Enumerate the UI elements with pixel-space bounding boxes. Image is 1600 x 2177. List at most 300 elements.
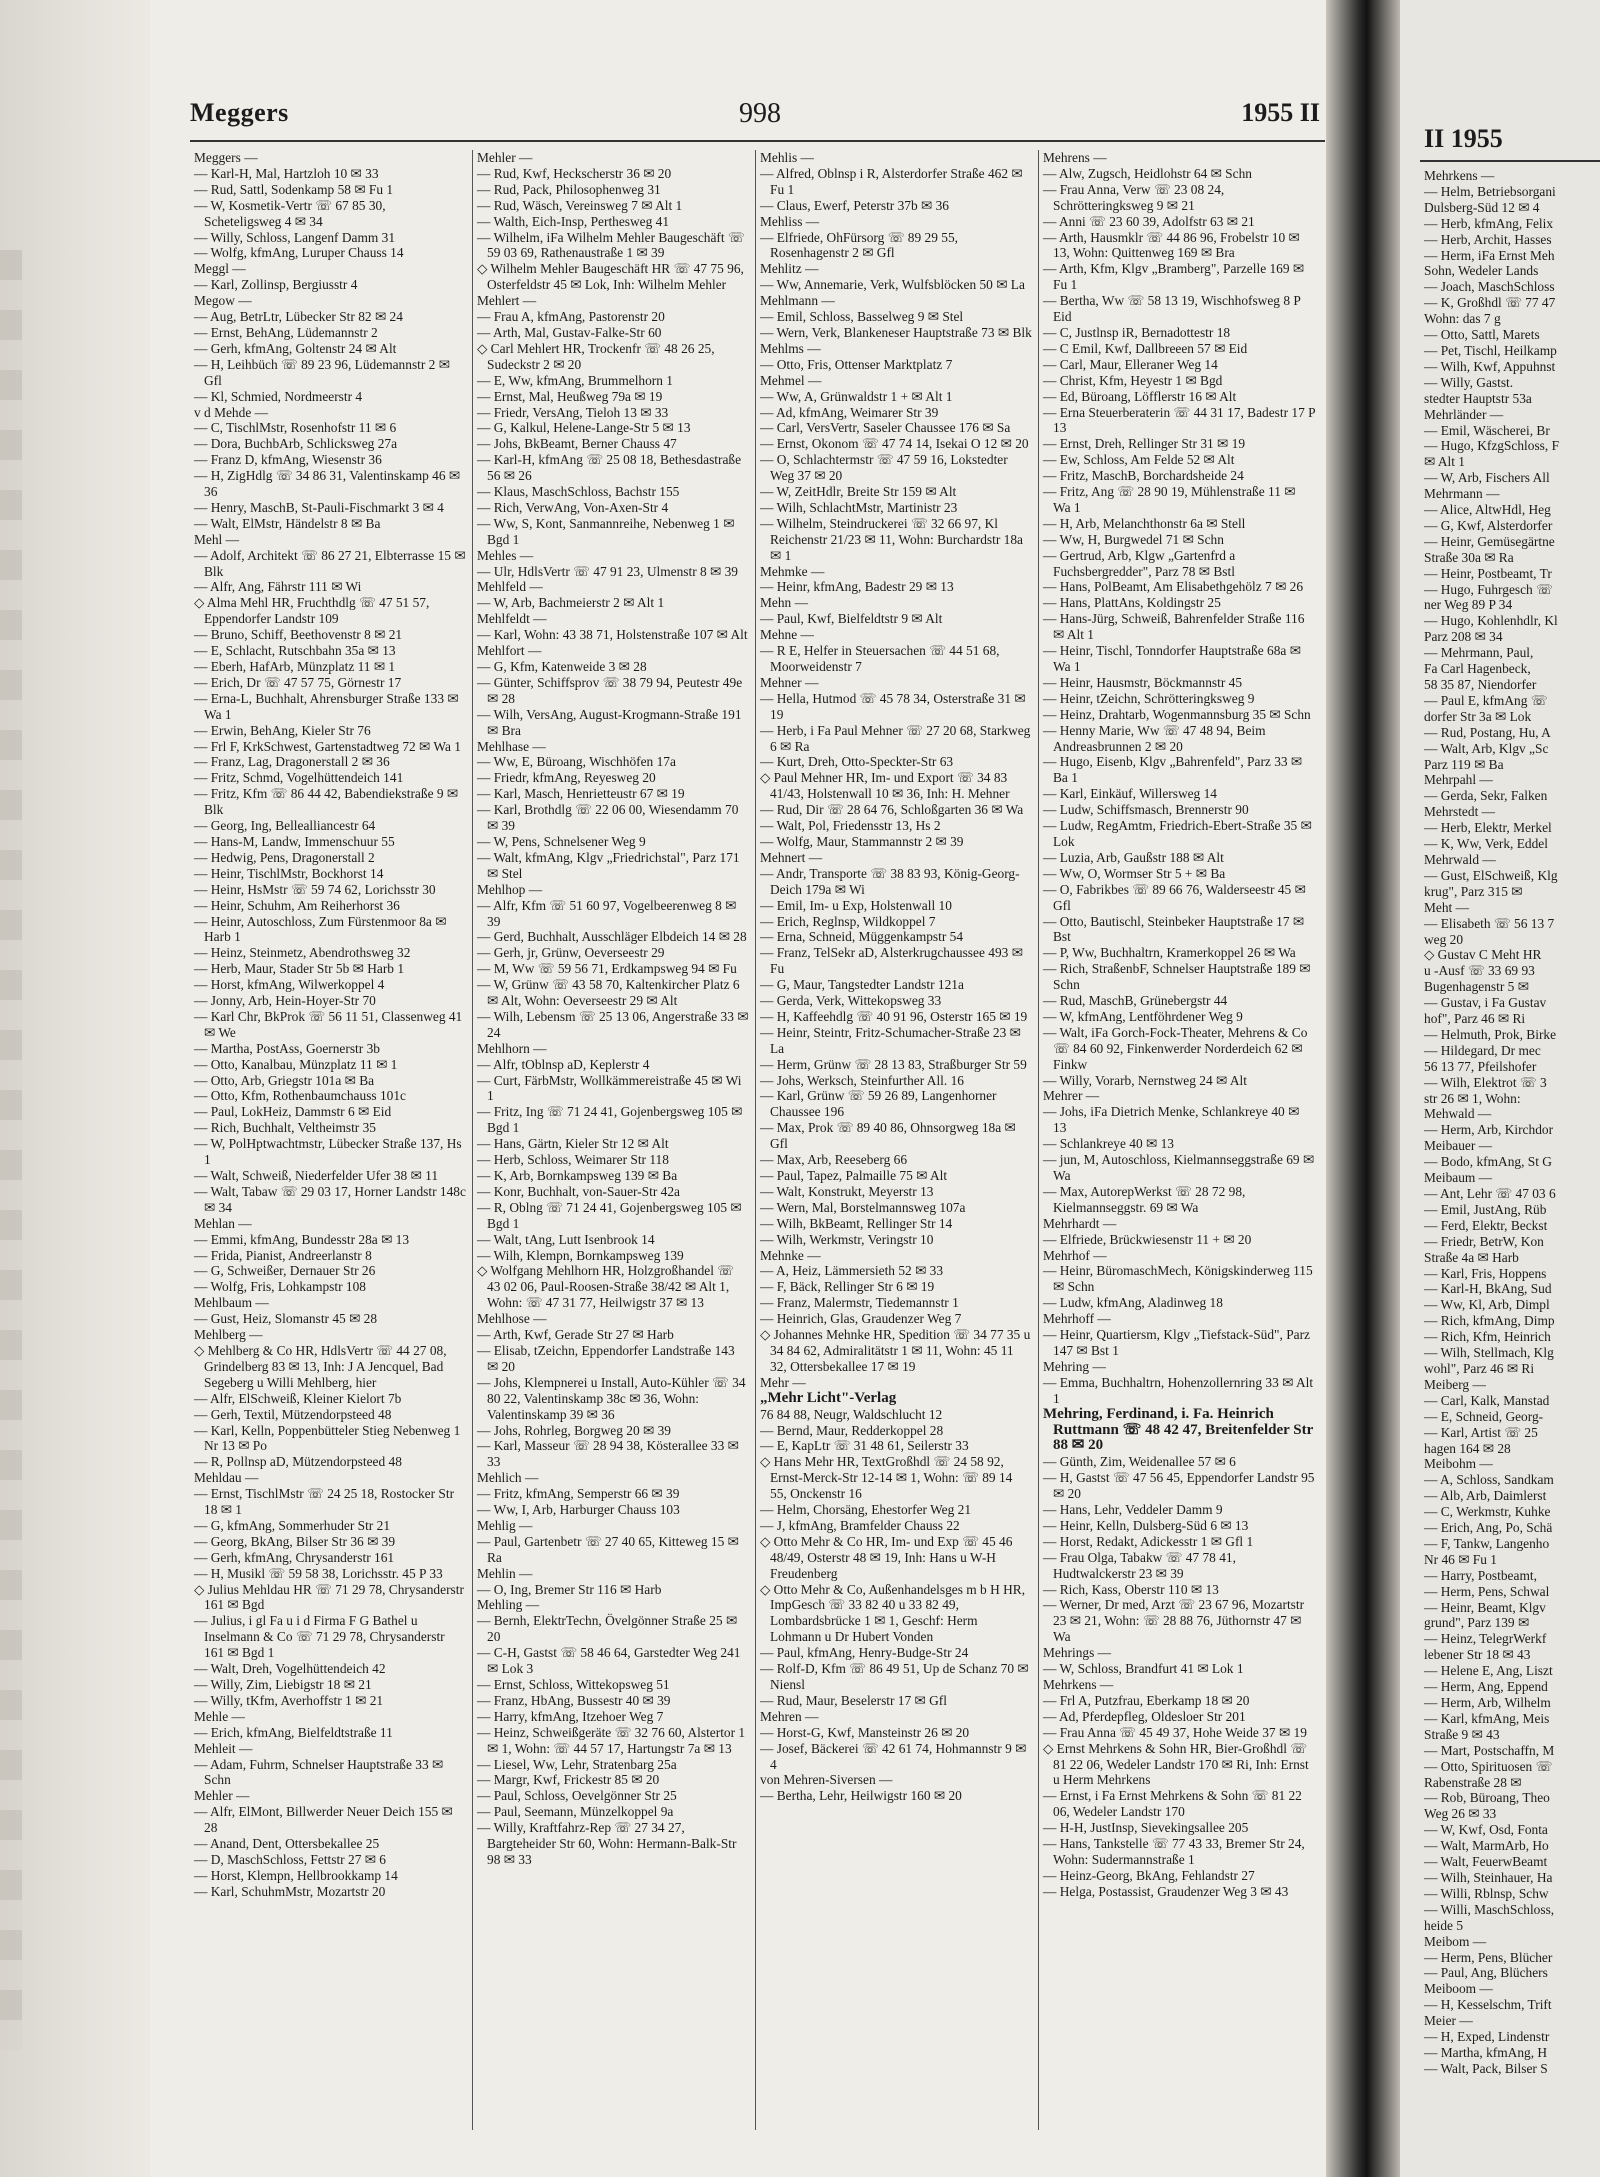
directory-entry: — Rud, Dir ☏ 28 64 76, Schloßgarten 36 ✉ Wa bbox=[760, 802, 1024, 818]
directory-entry: Mehler — bbox=[477, 150, 533, 165]
directory-entry: — Ludw, kfmAng, Aladinweg 18 bbox=[1043, 1295, 1223, 1311]
directory-entry: — Friedr, VersAng, Tieloh 13 ✉ 33 bbox=[477, 404, 669, 420]
facing-entry: — Friedr, BetrW, Kon bbox=[1424, 1233, 1544, 1249]
directory-entry: — W, PolHptwachtmstr, Lübecker Straße 137, Hs 1 bbox=[194, 1136, 462, 1168]
directory-entry: — Gerh, jr, Grünw, Oeverseestr 29 bbox=[477, 945, 665, 961]
directory-entry: — W, Arb, Bachmeierstr 2 ✉ Alt 1 bbox=[477, 595, 665, 611]
directory-entry: — Frida, Pianist, Andreerlanstr 8 bbox=[194, 1247, 372, 1263]
directory-entry: — Carl, VersVertr, Saseler Chaussee 176 ✉ Sa bbox=[760, 420, 1011, 436]
directory-entry: — Karl, Wohn: 43 38 71, Holstenstraße 107 ✉ Alt bbox=[477, 627, 748, 643]
directory-entry: — Rud, MaschB, Grünebergstr 44 bbox=[1043, 993, 1228, 1009]
directory-entry: — Otto, Arb, Griegstr 101a ✉ Ba bbox=[194, 1072, 375, 1088]
directory-entry: — Bertha, Lehr, Heilwigstr 160 ✉ 20 bbox=[760, 1788, 962, 1804]
facing-entry: 56 13 77, Pfeilshofer bbox=[1424, 1058, 1537, 1074]
facing-entry: Meibauer — bbox=[1424, 1138, 1493, 1154]
directory-entry: — Alw, Zugsch, Heidlohstr 64 ✉ Schn bbox=[1043, 165, 1252, 181]
directory-entry: Mehlert — bbox=[477, 293, 537, 309]
directory-entry: — Rich, VerwAng, Von-Axen-Str 4 bbox=[477, 499, 669, 515]
facing-entry: — Wilh, Kwf, Appuhnst bbox=[1424, 358, 1556, 374]
directory-entry: — Fritz, Schmd, Vogelhüttendeich 141 bbox=[194, 770, 404, 786]
directory-entry: — O, Schlachtermstr ☏ 47 59 16, Lokstedter Weg 37 ✉ 20 bbox=[760, 452, 1008, 484]
facing-entry: — Herb, kfmAng, Felix bbox=[1424, 215, 1554, 231]
directory-entry: — Karl, Brothdlg ☏ 22 06 00, Wiesendamm 70 ✉ 39 bbox=[477, 802, 739, 834]
directory-entry: — Walt, ElMstr, Händelstr 8 ✉ Ba bbox=[194, 515, 381, 531]
directory-entry: ◇ Alma Mehl HR, Fruchthdlg ☏ 47 51 57, Eppendorfer Landstr 109 bbox=[194, 595, 430, 627]
directory-entry: — Ernst, Okonom ☏ 47 74 14, Isekai O 12 ✉ 20 bbox=[760, 436, 1029, 452]
directory-entry: — Johs, Klempnerei u Install, Auto-Kühler ☏ 34 80 22, Valentinskamp 38c ✉ 36, Wohn: Valentinskamp 39 ✉ 36 bbox=[477, 1374, 746, 1422]
facing-entry: — Rich, kfmAng, Dimp bbox=[1424, 1313, 1555, 1329]
directory-entry: Mehlms — bbox=[760, 340, 821, 356]
facing-entry: — Otto, Sattl, Marets bbox=[1424, 327, 1540, 343]
directory-entry: — Rich, Kass, Oberstr 110 ✉ 13 bbox=[1043, 1581, 1219, 1597]
directory-entry: — Otto, Kanalbau, Münzplatz 11 ✉ 1 bbox=[194, 1056, 398, 1072]
directory-entry: — Hans, Tankstelle ☏ 77 43 33, Bremer Str 24, Wohn: Sudermannstraße 1 bbox=[1043, 1836, 1305, 1867]
directory-entry: — Bruno, Schiff, Beethovenstr 8 ✉ 21 bbox=[194, 627, 403, 643]
directory-entry: — Wilh, Klempn, Bornkampsweg 139 bbox=[477, 1247, 684, 1263]
directory-entry: — Klaus, MaschSchloss, Bachstr 155 bbox=[477, 484, 680, 500]
facing-entry: — Ferd, Elektr, Beckst bbox=[1424, 1217, 1548, 1233]
directory-entry: — Fritz, Kfm ☏ 86 44 42, Babendiekstraße 9 ✉ Blk bbox=[194, 786, 459, 818]
facing-entry: — Helene E, Ang, Liszt bbox=[1424, 1663, 1553, 1679]
facing-entry: — Ww, Kl, Arb, Dimpl bbox=[1424, 1297, 1550, 1313]
facing-entry: — Karl, Fris, Hoppens bbox=[1424, 1265, 1547, 1281]
directory-entry: — Hans, Lehr, Veddeler Damm 9 bbox=[1043, 1502, 1223, 1518]
directory-entry: — Ludw, Schiffsmasch, Brennerstr 90 bbox=[1043, 802, 1249, 818]
facing-entry: — Helm, Betriebsorgani bbox=[1424, 183, 1556, 199]
directory-entry: — Georg, Ing, Bellealliancestr 64 bbox=[194, 818, 376, 834]
facing-entry: Wohn: das 7 g bbox=[1424, 311, 1501, 327]
directory-entry: — C, TischlMstr, Rosenhofstr 11 ✉ 6 bbox=[194, 420, 397, 436]
facing-entry: heide 5 bbox=[1424, 1917, 1464, 1933]
directory-entry: — Fritz, kfmAng, Semperstr 66 ✉ 39 bbox=[477, 1486, 680, 1502]
facing-entry: — Herm, Ang, Eppend bbox=[1424, 1679, 1548, 1695]
directory-entry: — Johs, iFa Dietrich Menke, Schlankreye 40 ✉ 13 bbox=[1043, 1104, 1300, 1136]
directory-entry: — Erna, Schneid, Müggenkampstr 54 bbox=[760, 929, 964, 945]
facing-entry: — Mart, Postschaffn, M bbox=[1424, 1742, 1555, 1758]
facing-entry: — Helmuth, Prok, Birke bbox=[1424, 1026, 1557, 1042]
directory-entry: ◇ Hans Mehr HR, TextGroßhdl ☏ 24 58 92, Ernst-Merck-Str 12-14 ✉ 1, Wohn: ☏ 89 14 55, Onckenstr 16 bbox=[760, 1454, 1013, 1502]
directory-entry: ◇ Ernst Mehrkens & Sohn HR, Bier-Großhdl ☏ 81 22 06, Wedeler Landstr 170 ✉ Ri, Inh: Ernst u Herm Mehrkens bbox=[1043, 1740, 1309, 1788]
directory-entry: Mehrer — bbox=[1043, 1088, 1100, 1104]
facing-entry: — Walt, Arb, Klgv „Sc bbox=[1424, 740, 1549, 756]
directory-entry: ◇ Mehlberg & Co HR, HdlsVertr ☏ 44 27 08, Grindelberg 83 ✉ 13, Inh: J A Jencquel, Bad Segeberg u Willi Mehlberg, hier bbox=[194, 1342, 447, 1390]
facing-entry: Mehrländer — bbox=[1424, 406, 1504, 422]
directory-entry: — Paul, Kwf, Bielfeldtstr 9 ✉ Alt bbox=[760, 611, 943, 627]
directory-entry: Mehlan — bbox=[194, 1215, 252, 1231]
directory-entry: — Gerh, Textil, Mützendorpsteed 48 bbox=[194, 1406, 392, 1422]
facing-entry: Parz 119 ✉ Ba bbox=[1424, 756, 1504, 772]
directory-entry: — Max, Arb, Reeseberg 66 bbox=[760, 1152, 908, 1168]
directory-entry: — Horst-G, Kwf, Mansteinstr 26 ✉ 20 bbox=[760, 1724, 970, 1740]
directory-entry: — Karl, Masseur ☏ 28 94 38, Kösterallee 33 ✉ 33 bbox=[477, 1438, 739, 1470]
directory-entry: — Karl-H, kfmAng ☏ 25 08 18, Bethesdastraße 56 ✉ 26 bbox=[477, 452, 742, 484]
directory-entry: — Frl A, Putzfrau, Eberkamp 18 ✉ 20 bbox=[1043, 1692, 1250, 1708]
directory-entry: — Hans-Jürg, Schweiß, Bahrenfelder Straße 116 ✉ Alt 1 bbox=[1043, 611, 1305, 643]
directory-entry: — Frau Anna ☏ 45 49 37, Hohe Weide 37 ✉ 19 bbox=[1043, 1724, 1307, 1740]
facing-entry: dorfer Str 3a ✉ Lok bbox=[1424, 708, 1532, 724]
directory-entry: — Gerh, kfmAng, Chrysanderstr 161 bbox=[194, 1549, 395, 1565]
facing-entry: — Gust, ElSchweiß, Klg bbox=[1424, 867, 1558, 883]
directory-entry: — Heinr, Quartiersm, Klgv „Tiefstack-Süd", Parz 147 ✉ Bst 1 bbox=[1043, 1327, 1310, 1358]
directory-entry: — Heinr, Kelln, Dulsberg-Süd 6 ✉ 13 bbox=[1043, 1517, 1249, 1533]
directory-entry: — Walt, Konstrukt, Meyerstr 13 bbox=[760, 1183, 934, 1199]
directory-entry: ◇ Otto Mehr & Co HR, Im- und Exp ☏ 45 46 48/49, Osterstr 48 ✉ 19, Inh: Hans u W-H Freudenberg bbox=[760, 1533, 1013, 1581]
directory-entry: — Heinr, Tischl, Tonndorfer Hauptstraße 68a ✉ Wa 1 bbox=[1043, 643, 1301, 674]
directory-entry: — Karl, Einkäuf, Willersweg 14 bbox=[1043, 786, 1217, 802]
directory-entry: — Harry, kfmAng, Itzehoer Weg 7 bbox=[477, 1708, 664, 1724]
directory-entry: — Wilh, Werkmstr, Veringstr 10 bbox=[760, 1231, 934, 1247]
facing-entry: Meibaum — bbox=[1424, 1170, 1493, 1186]
directory-entry: Mehlhase — bbox=[477, 738, 546, 754]
facing-entry: — Gerda, Sekr, Falken bbox=[1424, 788, 1548, 804]
directory-entry: — Heinz, Schweißgeräte ☏ 32 76 60, Alstertor 1 ✉ 1, Wohn: ☏ 44 57 17, Hartungstr 7a ✉ 13 bbox=[477, 1724, 746, 1756]
page-header bbox=[190, 98, 1330, 140]
directory-entry: Mehlmann — bbox=[760, 293, 835, 309]
directory-entry: — Walt, tAng, Lutt Isenbrook 14 bbox=[477, 1231, 655, 1247]
directory-entry: — Günter, Schiffsprov ☏ 38 79 94, Peutestr 49e ✉ 28 bbox=[477, 674, 743, 706]
directory-entry: Mehleit — bbox=[194, 1740, 253, 1756]
directory-entry: — Eberh, HafArb, Münzplatz 11 ✉ 1 bbox=[194, 659, 396, 674]
directory-entry: — J, kfmAng, Bramfelder Chauss 22 bbox=[760, 1517, 960, 1533]
directory-entry: — Aug, BetrLtr, Lübecker Str 82 ✉ 24 bbox=[194, 309, 403, 325]
directory-entry: — Heinr, HsMstr ☏ 59 74 62, Lorichsstr 30 bbox=[194, 881, 436, 897]
directory-entry: — Horst, kfmAng, Wilwerkoppel 4 bbox=[194, 977, 385, 993]
facing-entry: — Herb, Elektr, Merkel bbox=[1424, 820, 1552, 836]
facing-entry: — K, Großhdl ☏ 77 47 bbox=[1424, 295, 1556, 311]
directory-entry: — K, Arb, Bornkampsweg 139 ✉ Ba bbox=[477, 1168, 678, 1183]
directory-entry: — Gerda, Verk, Wittekopsweg 33 bbox=[760, 993, 942, 1009]
directory-entry: Mehn — bbox=[760, 595, 808, 611]
directory-entry: — Hans-M, Landw, Immenschuur 55 bbox=[194, 833, 395, 849]
facing-entry: — C, Werkmstr, Kuhke bbox=[1424, 1504, 1551, 1520]
facing-entry: Straße 4a ✉ Harb bbox=[1424, 1249, 1519, 1265]
directory-entry: ◇ Carl Mehlert HR, Trockenfr ☏ 48 26 25, Sudeckstr 2 ✉ 20 bbox=[477, 340, 715, 372]
directory-entry: — W, Grünw ☏ 43 58 70, Kaltenkircher Platz 6 ✉ Alt, Wohn: Oeverseestr 29 ✉ Alt bbox=[477, 977, 740, 1009]
facing-entry: ✉ Alt 1 bbox=[1424, 454, 1465, 470]
directory-entry: — Walt, Pol, Friedensstr 13, Hs 2 bbox=[760, 818, 941, 834]
directory-entry: — Josef, Bäckerei ☏ 42 61 74, Hohmannstr 9 ✉ 4 bbox=[760, 1740, 1027, 1772]
directory-entry: — Ernst, i Fa Ernst Mehrkens & Sohn ☏ 81 22 06, Wedeler Landstr 170 bbox=[1043, 1788, 1302, 1820]
directory-entry: Mehren — bbox=[760, 1708, 819, 1724]
directory-entry: — Erwin, BehAng, Kieler Str 76 bbox=[194, 722, 371, 738]
directory-entry: — Gust, Heiz, Slomanstr 45 ✉ 28 bbox=[194, 1311, 378, 1327]
facing-entry: hof", Parz 46 ✉ Ri bbox=[1424, 1011, 1526, 1027]
directory-entry: Mehlberg — bbox=[194, 1327, 263, 1343]
directory-entry: — Alfr, tOblnsp aD, Keplerstr 4 bbox=[477, 1056, 650, 1072]
directory-entry: — Karl, SchuhmMstr, Mozartstr 20 bbox=[194, 1883, 386, 1899]
facing-entry: — Ant, Lehr ☏ 47 03 6 bbox=[1424, 1186, 1556, 1201]
directory-entry: — Paul, Tapez, Palmaille 75 ✉ Alt bbox=[760, 1168, 948, 1183]
directory-entry: — C-H, Gastst ☏ 58 46 64, Garstedter Weg 241 ✉ Lok 3 bbox=[477, 1645, 741, 1677]
directory-entry: — Ed, Büroang, Löfflerstr 16 ✉ Alt bbox=[1043, 388, 1237, 404]
directory-page bbox=[150, 0, 1326, 2177]
facing-entry: — Heinz, TelegrWerkf bbox=[1424, 1631, 1547, 1647]
margin-strip bbox=[0, 250, 22, 2050]
facing-entry: u -Ausf ☏ 33 69 93 bbox=[1424, 963, 1535, 979]
directory-entry: — Frau A, kfmAng, Pastorenstr 20 bbox=[477, 309, 665, 325]
directory-entry: — Curt, FärbMstr, Wollkämmereistraße 45 ✉ Wi 1 bbox=[477, 1072, 742, 1104]
facing-entry: Mehrpahl — bbox=[1424, 772, 1493, 788]
facing-entry: — Rich, Kfm, Heinrich bbox=[1424, 1329, 1551, 1345]
directory-entry: Mehlis — bbox=[760, 150, 814, 165]
directory-entry: Mehner — bbox=[760, 674, 819, 690]
facing-page-head: II 1955 bbox=[1424, 124, 1503, 153]
directory-entry: — G, Kalkul, Helene-Lange-Str 5 ✉ 13 bbox=[477, 420, 691, 436]
facing-entry: Weg 26 ✉ 33 bbox=[1424, 1806, 1497, 1822]
directory-entry: — E, Ww, kfmAng, Brummelhorn 1 bbox=[477, 372, 674, 388]
directory-entry: — Heinr, Autoschloss, Zum Fürstenmoor 8a ✉ Harb 1 bbox=[194, 913, 447, 945]
directory-entry: — Henny Marie, Ww ☏ 47 48 94, Beim Andreasbrunnen 2 ✉ 20 bbox=[1043, 722, 1266, 754]
directory-entry: — Werner, Dr med, Arzt ☏ 23 67 96, Mozartstr 23 ✉ 21, Wohn: ☏ 28 88 76, Jüthornstr 47 ✉ Wa bbox=[1043, 1597, 1305, 1645]
directory-entry: Mehldau — bbox=[194, 1470, 259, 1486]
facing-entry: str 26 ✉ 1, Wohn: bbox=[1424, 1090, 1521, 1106]
directory-entry: — Arth, Kfm, Klgv „Bramberg", Parzelle 169 ✉ Fu 1 bbox=[1043, 261, 1305, 293]
facing-entry: grund", Parz 139 ✉ bbox=[1424, 1615, 1530, 1631]
directory-entry: ◇ Wolfgang Mehlhorn HR, Holzgroßhandel ☏ 43 02 06, Paul-Roosen-Straße 38/42 ✉ Alt 1, Wohn: ☏ 47 31 77, Heilwigstr 37 ✉ 13 bbox=[477, 1263, 735, 1311]
facing-entry: — K, Ww, Verk, Eddel bbox=[1424, 836, 1548, 852]
directory-entry: — Wolfg, Fris, Lohkampstr 108 bbox=[194, 1279, 367, 1295]
directory-entry: — Horst, Redakt, Adickesstr 1 ✉ Gfl 1 bbox=[1043, 1533, 1254, 1549]
facing-entry: Fa Carl Hagenbeck, bbox=[1424, 661, 1531, 677]
directory-entry: — Ww, Annemarie, Verk, Wulfsblöcken 50 ✉ La bbox=[760, 277, 1025, 293]
directory-entry: — Rud, Maur, Beselerstr 17 ✉ Gfl bbox=[760, 1692, 947, 1708]
directory-entry: — Karl Chr, BkProk ☏ 56 11 51, Classenweg 41 ✉ We bbox=[194, 1008, 463, 1040]
facing-entry: — Elisabeth ☏ 56 13 7 bbox=[1424, 915, 1555, 931]
directory-entry: — Erna Steuerberaterin ☏ 44 31 17, Badestr 17 P 13 bbox=[1043, 404, 1316, 436]
directory-entry: — H, Gastst ☏ 47 56 45, Eppendorfer Landstr 95 ✉ 20 bbox=[1043, 1470, 1315, 1502]
facing-entry: — Hugo, Fuhrgesch ☏ bbox=[1424, 581, 1553, 597]
facing-entry: Rabenstraße 28 ✉ bbox=[1424, 1774, 1522, 1790]
directory-entry: — Wilh, BkBeamt, Rellinger Str 14 bbox=[760, 1215, 953, 1231]
directory-entry: von Mehren-Siversen — bbox=[760, 1772, 893, 1788]
directory-entry: Meggers — bbox=[194, 150, 258, 165]
directory-entry: — Konr, Buchhalt, von-Sauer-Str 42a bbox=[477, 1183, 680, 1199]
directory-entry: — Rud, Pack, Philosophenweg 31 bbox=[477, 181, 661, 197]
directory-entry: — Elfriede, OhFürsorg ☏ 89 29 55, Rosenhagenstr 2 ✉ Gfl bbox=[760, 229, 958, 261]
directory-entry: — Erich, Dr ☏ 47 57 75, Görnestr 17 bbox=[194, 674, 402, 690]
directory-entry: v d Mehde — bbox=[194, 404, 269, 420]
directory-entry: — Willy, Schloss, Langenf Damm 31 bbox=[194, 229, 396, 245]
directory-entry: — Rich, StraßenbF, Schnelser Hauptstraße 189 ✉ Schn bbox=[1043, 961, 1311, 993]
facing-entry: — Martha, kfmAng, H bbox=[1424, 2044, 1548, 2060]
facing-entry: — A, Schloss, Sandkam bbox=[1424, 1472, 1554, 1488]
facing-entry: — Willi, MaschSchloss, bbox=[1424, 1901, 1555, 1917]
directory-entry: — Luzia, Arb, Gaußstr 188 ✉ Alt bbox=[1043, 849, 1224, 865]
directory-entry: — Fritz, MaschB, Borchardsheide 24 bbox=[1043, 468, 1244, 484]
directory-entry: — Heinrich, Glas, Graudenzer Weg 7 bbox=[760, 1311, 962, 1327]
directory-entry: Meggl — bbox=[194, 261, 246, 277]
directory-entry: Mehmel — bbox=[760, 372, 822, 388]
directory-entry: — Fritz, Ing ☏ 71 24 41, Gojenbergsweg 105 ✉ Bgd 1 bbox=[477, 1104, 743, 1136]
directory-entry: — Walt, Schweiß, Niederfelder Ufer 38 ✉ 11 bbox=[194, 1168, 439, 1183]
facing-entry: — Karl-H, BkAng, Sud bbox=[1424, 1281, 1552, 1297]
directory-entry: — Karl, Zollinsp, Bergiusstr 4 bbox=[194, 277, 358, 293]
directory-entry: — Hans, PolBeamt, Am Elisabethgehölz 7 ✉ 26 bbox=[1043, 579, 1304, 595]
directory-entry: — P, Ww, Buchhaltrn, Kramerkoppel 26 ✉ Wa bbox=[1043, 945, 1296, 961]
directory-entry: — Karl-H, Mal, Hartzloh 10 ✉ 33 bbox=[194, 165, 379, 181]
facing-entry: Meiboom — bbox=[1424, 1981, 1493, 1997]
facing-entry: — Rud, Postang, Hu, A bbox=[1424, 724, 1551, 740]
directory-entry: — Frau Anna, Verw ☏ 23 08 24, Schrötteringksweg 9 ✉ 21 bbox=[1043, 181, 1225, 213]
directory-entry: Mehlfort — bbox=[477, 643, 542, 659]
facing-entry: — Hugo, Kohlenhdlr, Kl bbox=[1424, 613, 1558, 629]
directory-entry: — Wern, Verk, Blankeneser Hauptstraße 73 ✉ Blk bbox=[760, 324, 1032, 340]
directory-entry: — Adam, Fuhrm, Schnelser Hauptstraße 33 ✉ Schn bbox=[194, 1756, 444, 1788]
facing-entry: Meibom — bbox=[1424, 1933, 1487, 1949]
directory-entry: — Ww, O, Wormser Str 5 + ✉ Ba bbox=[1043, 865, 1226, 881]
facing-entry: krug", Parz 315 ✉ bbox=[1424, 883, 1523, 899]
directory-entry: — Walth, Eich-Insp, Perthesweg 41 bbox=[477, 213, 670, 229]
directory-entry: — Elisab, tZeichn, Eppendorfer Landstraße 143 ✉ 20 bbox=[477, 1342, 735, 1374]
facing-entry: Meibohm — bbox=[1424, 1456, 1493, 1472]
scan-margin bbox=[0, 0, 150, 2177]
directory-entry: — Heinr, Steintr, Fritz-Schumacher-Straße 23 ✉ La bbox=[760, 1024, 1021, 1056]
directory-entry: — Wilh, VersAng, August-Krogmann-Straße 191 ✉ Bra bbox=[477, 706, 742, 738]
facing-entry: — Walt, Pack, Bilser S bbox=[1424, 2060, 1548, 2076]
directory-entry: — Heinr, tZeichn, Schrötteringksweg 9 bbox=[1043, 690, 1255, 706]
facing-entry: — Emil, Wäscherei, Br bbox=[1424, 422, 1550, 438]
directory-entry: — Ernst, Dreh, Rellinger Str 31 ✉ 19 bbox=[1043, 436, 1246, 452]
directory-entry: — Gerh, kfmAng, Goltenstr 24 ✉ Alt bbox=[194, 340, 397, 356]
directory-entry: — R, Oblng ☏ 71 24 41, Gojenbergsweg 105 ✉ Bgd 1 bbox=[477, 1199, 742, 1231]
directory-entry: — Johs, BkBeamt, Berner Chauss 47 bbox=[477, 436, 677, 452]
directory-entry: Mehlhop — bbox=[477, 881, 543, 897]
directory-entry: — Franz, Malermstr, Tiedemannstr 1 bbox=[760, 1295, 959, 1311]
directory-entry: — Paul, Gartenbetr ☏ 27 40 65, Kitteweg 15 ✉ Ra bbox=[477, 1533, 739, 1565]
directory-entry: — H, Musikl ☏ 59 58 38, Lorichsstr. 45 P 33 bbox=[194, 1565, 443, 1581]
directory-entry: Mehrkens — bbox=[1043, 1677, 1114, 1692]
directory-entry: — Paul, Seemann, Münzelkoppel 9a bbox=[477, 1804, 674, 1820]
directory-entry: Megow — bbox=[194, 293, 252, 309]
directory-entry: Mehling — bbox=[477, 1597, 540, 1613]
facing-entry: — Alb, Arb, Daimlerst bbox=[1424, 1488, 1547, 1504]
directory-entry: — Gertrud, Arb, Klgw „Gartenfrd a Fuchsbergredder", Parz 78 ✉ Bstl bbox=[1043, 547, 1236, 579]
facing-entry: — Mehrmann, Paul, bbox=[1424, 645, 1534, 661]
directory-entry: — Bernd, Maur, Redderkoppel 28 bbox=[760, 1422, 944, 1438]
directory-entry: — Alfr, Ang, Fährstr 111 ✉ Wi bbox=[194, 579, 362, 595]
directory-entry: — Otto, Kfm, Rothenbaumchauss 101c bbox=[194, 1088, 406, 1104]
directory-entry: Mehmke — bbox=[760, 563, 825, 579]
directory-entry: — Hans, PlattAns, Koldingstr 25 bbox=[1043, 595, 1221, 611]
facing-entry: Mehwald — bbox=[1424, 1106, 1492, 1122]
directory-entry: — H-H, JustInsp, Sievekingsallee 205 bbox=[1043, 1820, 1249, 1836]
directory-entry: — Ad, kfmAng, Weimarer Str 39 bbox=[760, 404, 939, 420]
directory-entry: ◇ Paul Mehner HR, Im- und Export ☏ 34 83 41/43, Holstenwall 10 ✉ 36, Inh: H. Mehner bbox=[760, 770, 1010, 802]
directory-entry: — Wilhelm, Steindruckerei ☏ 32 66 97, Kl Reichenstr 21/23 ✉ 11, Wohn: Burchardstr 18a ✉ 1 bbox=[760, 515, 1023, 563]
directory-entry: — Heinr, Hausmstr, Böckmannstr 45 bbox=[1043, 674, 1243, 690]
facing-entry: Mehrkens — bbox=[1424, 168, 1495, 183]
directory-entry: Mehrhoff — bbox=[1043, 1311, 1111, 1327]
directory-entry: — Willy, tKfm, Averhoffstr 1 ✉ 21 bbox=[194, 1692, 384, 1708]
directory-entry: — Willy, Vorarb, Nernstweg 24 ✉ Alt bbox=[1043, 1072, 1247, 1088]
directory-entry: — O, Ing, Bremer Str 116 ✉ Harb bbox=[477, 1581, 662, 1597]
directory-entry: — Kurt, Dreh, Otto-Speckter-Str 63 bbox=[760, 754, 954, 770]
directory-entry: — Emma, Buchhaltrn, Hohenzollernring 33 ✉ Alt 1 bbox=[1043, 1374, 1314, 1406]
facing-entry: — Heinr, Beamt, Klgv bbox=[1424, 1599, 1546, 1615]
directory-entry: — Jonny, Arb, Hein-Hoyer-Str 70 bbox=[194, 993, 376, 1009]
directory-entry: — Ernst, TischlMstr ☏ 24 25 18, Rostocker Str 18 ✉ 1 bbox=[194, 1486, 455, 1518]
directory-entry: — Kl, Schmied, Nordmeerstr 4 bbox=[194, 388, 363, 404]
facing-entry: Straße 9 ✉ 43 bbox=[1424, 1726, 1500, 1742]
directory-entry: — Walt, iFa Gorch-Fock-Theater, Mehrens & Co ☏ 84 60 92, Finkenwerder Norderdeich 62 ✉ Finkw bbox=[1043, 1024, 1308, 1072]
facing-entry: Meiberg — bbox=[1424, 1376, 1486, 1392]
directory-entry: — Alfr, Kfm ☏ 51 60 97, Vogelbeerenweg 8 ✉ 39 bbox=[477, 897, 737, 929]
directory-entry: Mehne — bbox=[760, 627, 814, 643]
directory-entry: — Walt, kfmAng, Klgv „Friedrichstal", Parz 171 ✉ Stel bbox=[477, 849, 740, 881]
directory-entry: — Frau Olga, Tabakw ☏ 47 78 41, Hudtwalckerstr 23 ✉ 39 bbox=[1043, 1549, 1236, 1581]
directory-entry: ◇ Johannes Mehnke HR, Spedition ☏ 34 77 35 u 34 84 62, Admiralitätstr 1 ✉ 11, Wohn: 45 11 32, Ottersbekallee 17 ✉ 19 bbox=[760, 1327, 1031, 1374]
directory-entry: — Liesel, Ww, Lehr, Stratenbarg 25a bbox=[477, 1756, 677, 1772]
directory-entry: — W, ZeitHdlr, Breite Str 159 ✉ Alt bbox=[760, 484, 957, 500]
directory-entry: — Martha, PostAss, Goernerstr 3b bbox=[194, 1040, 380, 1056]
directory-entry: ◇ Otto Mehr & Co, Außenhandelsges m b H HR, ImpGesch ☏ 33 82 40 u 33 82 49, Lombardsbrücke 1 ✉ 1, Geschf: Herm Lohmann u Dr Hubert Vonden bbox=[760, 1581, 1026, 1645]
directory-entry: — Johs, Rohrleg, Borgweg 20 ✉ 39 bbox=[477, 1422, 671, 1438]
directory-entry: — Ww, A, Grünwaldstr 1 + ✉ Alt 1 bbox=[760, 388, 953, 404]
directory-entry: — Horst, Klempn, Hellbrookkamp 14 bbox=[194, 1867, 398, 1883]
facing-page bbox=[1400, 0, 1600, 2177]
facing-entry: — Hildegard, Dr mec bbox=[1424, 1042, 1541, 1058]
facing-entry: ◇ Gustav C Meht HR bbox=[1424, 947, 1542, 963]
facing-column bbox=[1424, 168, 1600, 2128]
facing-entry: — Heinr, Postbeamt, Tr bbox=[1424, 565, 1552, 581]
directory-entry: — Heinr, TischlMstr, Bockhorst 14 bbox=[194, 865, 384, 881]
facing-entry: — Willy, Gastst. bbox=[1424, 374, 1514, 390]
directory-entry: — Dora, BuchbArb, Schlicksweg 27a bbox=[194, 436, 398, 452]
facing-entry: — Walt, MarmArb, Ho bbox=[1424, 1838, 1549, 1854]
facing-entry: — Erich, Ang, Po, Schä bbox=[1424, 1520, 1553, 1536]
directory-entry: — R, Pollnsp aD, Mützendorpsteed 48 bbox=[194, 1454, 402, 1470]
directory-entry: — Ludw, RegAmtm, Friedrich-Ebert-Straße 35 ✉ Lok bbox=[1043, 818, 1312, 849]
facing-entry: — Herm, Arb, Kirchdor bbox=[1424, 1122, 1554, 1138]
facing-entry: — Paul, Ang, Blüchers bbox=[1424, 1965, 1548, 1981]
directory-entry: — Franz, Lag, Dragonerstall 2 ✉ 36 bbox=[194, 754, 390, 770]
facing-entry: — Wilh, Steinhauer, Ha bbox=[1424, 1869, 1553, 1885]
directory-entry: — Ww, H, Burgwedel 71 ✉ Schn bbox=[1043, 531, 1224, 547]
directory-entry: — Emil, Schloss, Basselweg 9 ✉ Stel bbox=[760, 309, 964, 325]
directory-entry: — Franz D, kfmAng, Wiesenstr 36 bbox=[194, 452, 382, 468]
facing-entry: Mehrstedt — bbox=[1424, 804, 1496, 820]
directory-entry: — A, Heiz, Lämmersieth 52 ✉ 33 bbox=[760, 1263, 944, 1279]
directory-entry: — Helm, Chorsäng, Ehestorfer Weg 21 bbox=[760, 1502, 972, 1518]
directory-entry: — Franz, HbAng, Bussestr 40 ✉ 39 bbox=[477, 1692, 671, 1708]
facing-entry: Dulsberg-Süd 12 ✉ 4 bbox=[1424, 199, 1540, 215]
column-2 bbox=[473, 150, 756, 2130]
directory-entry: — jun, M, Autoschloss, Kielmannseggstraße 69 ✉ Wa bbox=[1043, 1152, 1315, 1183]
directory-entry: — Schlankreye 40 ✉ 13 bbox=[1043, 1136, 1174, 1152]
directory-entry: Mehlfeldt — bbox=[477, 611, 547, 627]
directory-entry: — Karl, Masch, Henrietteustr 67 ✉ 19 bbox=[477, 786, 685, 802]
directory-entry: — Willy, Kraftfahrz-Rep ☏ 27 34 27, Bargteheider Str 60, Wohn: Hermann-Balk-Str 98 ✉ 33 bbox=[477, 1820, 737, 1867]
column-4 bbox=[1039, 150, 1322, 2130]
directory-entry: — Paul, LokHeiz, Dammstr 6 ✉ Eid bbox=[194, 1104, 392, 1120]
directory-entry: — Rud, Wäsch, Vereinsweg 7 ✉ Alt 1 bbox=[477, 197, 683, 213]
facing-entry: — Alice, AltwHdl, Heg bbox=[1424, 502, 1551, 518]
facing-entry: — Emil, JustAng, Rüb bbox=[1424, 1201, 1547, 1217]
directory-entry: — Adolf, Architekt ☏ 86 27 21, Elbterrasse 15 ✉ Blk bbox=[194, 547, 466, 579]
directory-entry: — Walt, Dreh, Vogelhüttendeich 42 bbox=[194, 1661, 386, 1677]
directory-entry: — Arth, Mal, Gustav-Falke-Str 60 bbox=[477, 324, 662, 340]
directory-entry: Mehnke — bbox=[760, 1247, 821, 1263]
directory-entry: — G, Maur, Tangstedter Landstr 121a bbox=[760, 977, 964, 993]
directory-entry: — Anni ☏ 23 60 39, Adolfstr 63 ✉ 21 bbox=[1043, 213, 1255, 229]
directory-entry: — Alfr, ElMont, Billwerder Neuer Deich 155 ✉ 28 bbox=[194, 1804, 453, 1836]
directory-entry: — Emmi, kfmAng, Bundesstr 28a ✉ 13 bbox=[194, 1231, 410, 1247]
directory-entry: — Gerd, Buchhalt, Ausschläger Elbdeich 14 ✉ 28 bbox=[477, 929, 747, 945]
directory-entry: — Rud, Sattl, Sodenkamp 58 ✉ Fu 1 bbox=[194, 181, 394, 197]
directory-entry: Mehlhorn — bbox=[477, 1040, 547, 1056]
directory-entry: Mehring — bbox=[1043, 1358, 1106, 1374]
directory-entry: — W, Kosmetik-Vertr ☏ 67 85 30, Scheteligsweg 4 ✉ 34 bbox=[194, 197, 386, 229]
